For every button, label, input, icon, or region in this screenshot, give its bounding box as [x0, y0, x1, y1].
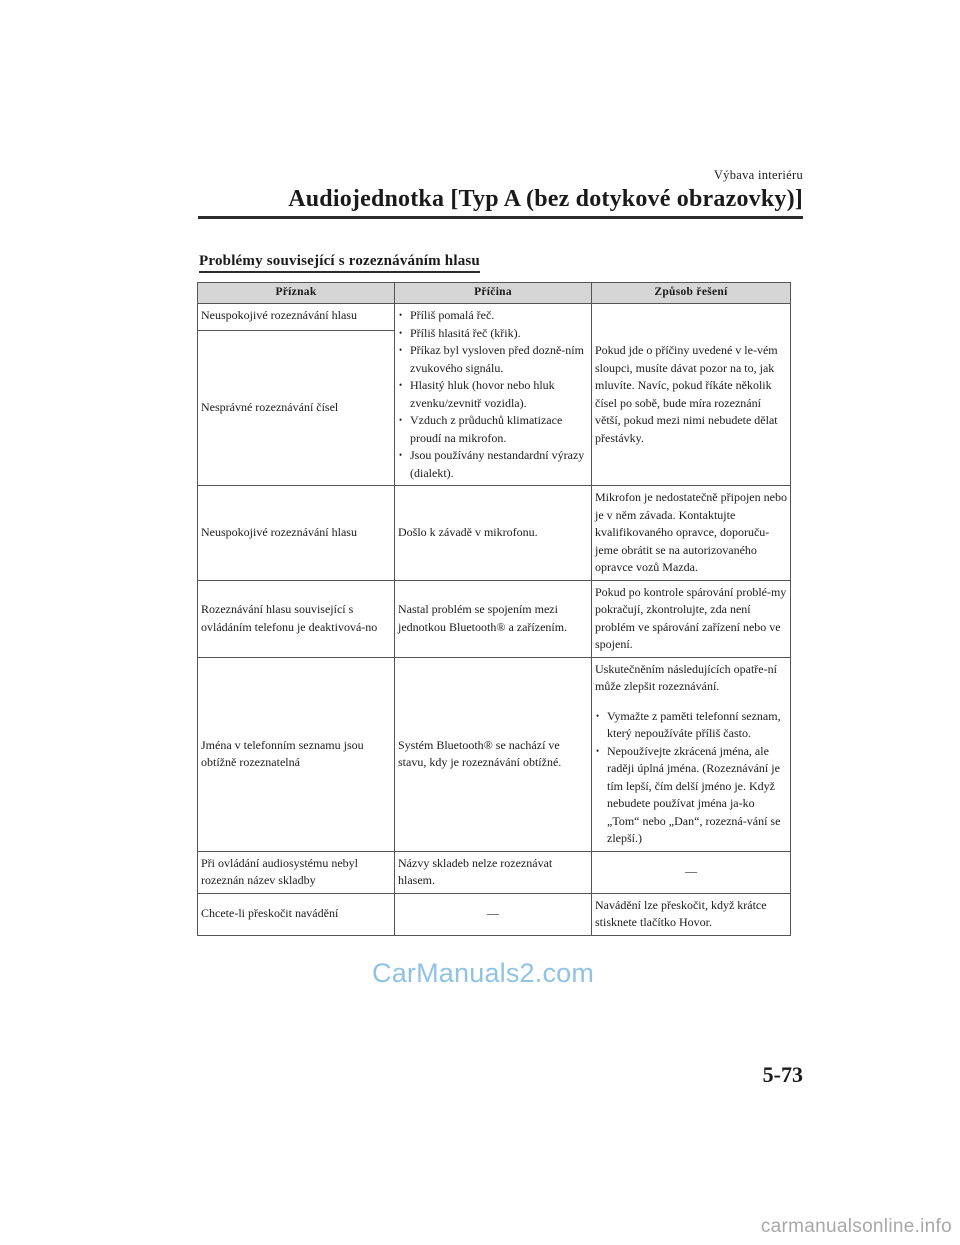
symptom-cell: Při ovládání audiosystému nebyl rozeznán název skladby	[198, 851, 395, 893]
list-item: • Nepoužívejte zkrácená jména, ale raději úplná jména. (Rozeznávání je tím lepší, čím delší jméno je. Když nebudete používat jména ja-ko „Tom“ nebo „Dan“, rozezná-vání se zlepší.)	[595, 743, 787, 848]
troubleshooting-table	[197, 282, 791, 936]
symptom-cell: Neuspokojivé rozeznávání hlasu	[198, 304, 395, 331]
page-title: Audiojednotka [Typ A (bez dotykové obrazovky)]	[288, 186, 803, 212]
solution-list	[595, 708, 787, 848]
list-item: • Vzduch z průduchů klimatizace proudí na mikrofon.	[398, 412, 588, 447]
header-solution: Způsob řešení	[592, 283, 791, 304]
list-item: • Jsou používány nestandardní výrazy (dialekt).	[398, 447, 588, 482]
symptom-cell: Rozeznávání hlasu související s ovládáním telefonu je deaktivová-no	[198, 580, 395, 657]
page-number: 5-73	[762, 1062, 803, 1087]
cause-cell: —	[395, 893, 592, 935]
table-header-row	[198, 283, 791, 304]
table-row	[198, 304, 791, 331]
solution-intro: Uskutečněním následujících opatře-ní může zlepšit rozeznávání.	[595, 661, 777, 693]
solution-cell	[592, 657, 791, 851]
solution-cell: —	[592, 851, 791, 893]
section-subtitle: Problémy související s rozeznáváním hlasu	[199, 253, 480, 273]
symptom-cell: Chcete-li přeskočit navádění	[198, 893, 395, 935]
solution-cell: Pokud po kontrole spárování problé-my pokračují, zkontrolujte, zda není problém ve spárování zařízení nebo ve spojení.	[592, 580, 791, 657]
header-symptom: Příznak	[198, 283, 395, 304]
section-label: Výbava interiéru	[713, 168, 803, 182]
list-item: • Příliš hlasitá řeč (křik).	[398, 325, 588, 343]
cause-cell: Nastal problém se spojením mezi jednotkou Bluetooth® a zařízením.	[395, 580, 592, 657]
list-item: • Příkaz byl vysloven před dozně-ním zvukového signálu.	[398, 342, 588, 377]
solution-cell: Mikrofon je nedostatečně připojen nebo je v něm závada. Kontaktujte kvalifikovaného opravce, doporuču-jeme obrátit se na autorizovaného opravce vozů Mazda.	[592, 486, 791, 581]
header-divider	[198, 216, 803, 219]
table-row	[198, 851, 791, 893]
table-row	[198, 580, 791, 657]
symptom-cell: Nesprávné rozeznávání čísel	[198, 331, 395, 486]
solution-cell: Navádění lze přeskočit, když krátce stisknete tlačítko Hovor.	[592, 893, 791, 935]
watermark-logo: CarManuals2.com	[372, 958, 595, 988]
footer-watermark: carmanualsonline.info	[760, 1216, 952, 1237]
cause-cell: Systém Bluetooth® se nachází ve stavu, kdy je rozeznávání obtížné.	[395, 657, 592, 851]
cause-cell: Názvy skladeb nelze rozeznávat hlasem.	[395, 851, 592, 893]
table-row	[198, 657, 791, 851]
cause-list	[398, 307, 588, 482]
table-row	[198, 486, 791, 581]
cause-cell: Došlo k závadě v mikrofonu.	[395, 486, 592, 581]
symptom-cell: Neuspokojivé rozeznávání hlasu	[198, 486, 395, 581]
cause-cell	[395, 304, 592, 486]
list-item: • Vymažte z paměti telefonní seznam, který nepoužíváte příliš často.	[595, 708, 787, 743]
list-item: • Hlasitý hluk (hovor nebo hluk zvenku/zevnitř vozidla).	[398, 377, 588, 412]
solution-cell: Pokud jde o příčiny uvedené v le-vém sloupci, musíte dávat pozor na to, jak mluvíte. Navíc, pokud říkáte několik čísel po sobě, bude míra rozeznání větší, pokud mezi nimi nebudete dělat přestávky.	[592, 304, 791, 486]
list-item: • Příliš pomalá řeč.	[398, 307, 588, 325]
symptom-cell: Jména v telefonním seznamu jsou obtížně rozeznatelná	[198, 657, 395, 851]
table-row	[198, 893, 791, 935]
header-cause: Příčina	[395, 283, 592, 304]
